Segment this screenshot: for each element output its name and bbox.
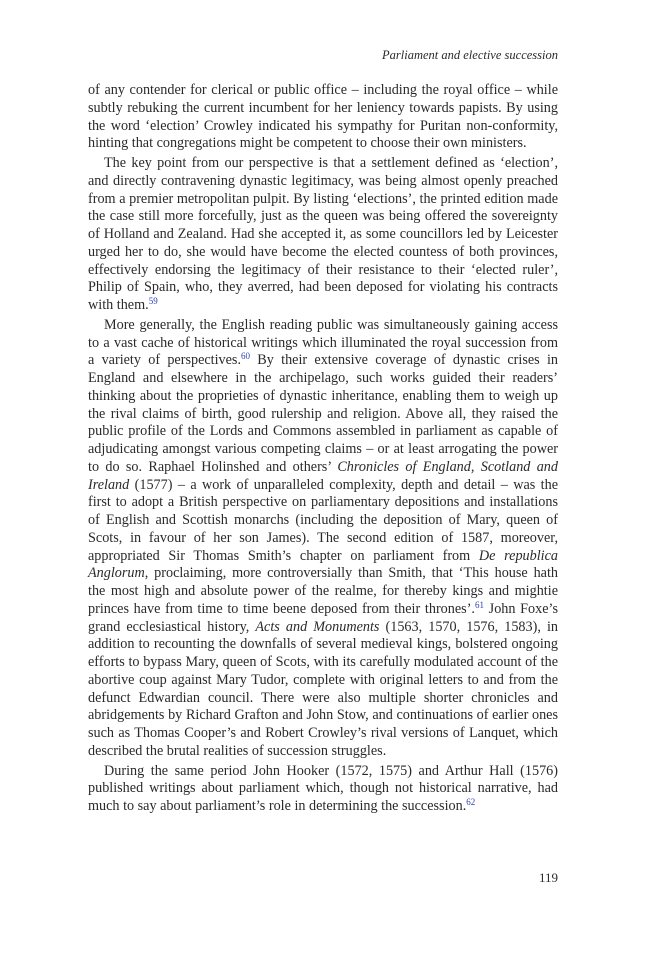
footnote-ref-60[interactable]: 60 xyxy=(241,351,251,362)
paragraph-2 xyxy=(88,155,558,315)
paragraph-3-text-g: John Foxe’s grand ecclesiastical history, xyxy=(88,600,559,635)
body-text xyxy=(88,82,558,816)
footnote-ref-62[interactable]: 62 xyxy=(466,797,476,807)
footnote-ref-61[interactable]: 61 xyxy=(474,599,484,610)
paragraph-3-text-f: , proclaiming, more controversially than Smith, that ‘This house hath the most high and absolute power of the realme, for thereby kings and mightie princes have from time to time beene deposed from their thrones’. xyxy=(88,565,558,617)
page-number: 119 xyxy=(538,870,558,885)
paragraph-4-text: During the same period John Hooker (1572, 1575) and Arthur Hall (1576) published writings about parliament which, though not historical narrative, had much to say about parliament’s role in determining the succession. xyxy=(88,762,558,814)
paragraph-2-text: The key point from our perspective is that a settlement defined as ‘election’, and directly contravening dynastic legitimacy, was being almost openly preached from a premier metropolitan pulpit. By listing ‘elections’, the printed edition made the case still more forcefully, just as the queen was being offered the sovereignty of Holland and Zealand. Had she accepted it, as some councillors led by Leicester urged her to do, she would have become the elected countess of both provinces, effectively endorsing the legitimacy of their resistance to their ‘elected ruler’, Philip of Spain, who, they averred, had been deposed for violating his contracts with them. xyxy=(88,155,558,313)
paragraph-1-text: of any contender for clerical or public office – including the royal office – while subtly rebuking the current incumbent for her leniency towards papists. By using the word ‘election’ Crowley indicated his sympathy for Puritan non-conformity, hinting that congregations might be competent to choose their own ministers. xyxy=(88,82,558,152)
paragraph-1 xyxy=(88,82,558,153)
running-head: Parliament and elective succession xyxy=(382,48,558,62)
paragraph-3-text-i: (1563, 1570, 1576, 1583), in addition to recounting the downfalls of several medieval kings, bolstered ongoing efforts to bypass Mary, queen of Scots, with its carefully modulated account of the abortive coup against Mary Tudor, complete with original letters to and from the defunct Edwardian council. There were also multiple shorter chronicles and abridgements by Richard Grafton and John Stow, and continuations of earlier ones such as Thomas Cooper’s and Robert Crowley’s rival versions of Lanquet, which described the brutal realities of succession struggles. xyxy=(88,618,558,759)
title-acts-and-monuments: Acts and Monuments xyxy=(255,618,380,635)
paragraph-3 xyxy=(88,317,558,761)
paragraph-4 xyxy=(88,763,558,816)
title-de-republica: De republica Anglorum xyxy=(88,547,559,582)
paragraph-3-text-d: (1577) – a work of unparalleled complexity, depth and detail – was the first to adopt a British perspective on parliamentary depositions and installations of English and Scottish monarchs (including the deposition of Mary, queen of Scots, in favour of her son James). The second edition of 1587, moreover, appropriated Sir Thomas Smith’s chapter on parliament from xyxy=(88,476,558,564)
footnote-ref-59[interactable]: 59 xyxy=(148,296,158,306)
title-chronicles: Chronicles of England, Scotland and Ireland xyxy=(88,458,558,493)
paragraph-3-text-b: By their extensive coverage of dynastic crises in England and elsewhere in the archipelago, such works guided their readers’ thinking about the proprieties of dynastic inheritance, enabling them to weigh up the rival claims of birth, good rulership and religion. Above all, they raised the public profile of the Lords and Commons assembled in parliament as capable of adjudicating amongst various competing claims – or at least arrogating the power to do so. Raphael Holinshed and others’ xyxy=(88,352,558,475)
paragraph-3-text-a: More generally, the English reading public was simultaneously gaining access to a vast cache of historical writings which illuminated the royal succession from a variety of perspectives. xyxy=(88,316,558,369)
